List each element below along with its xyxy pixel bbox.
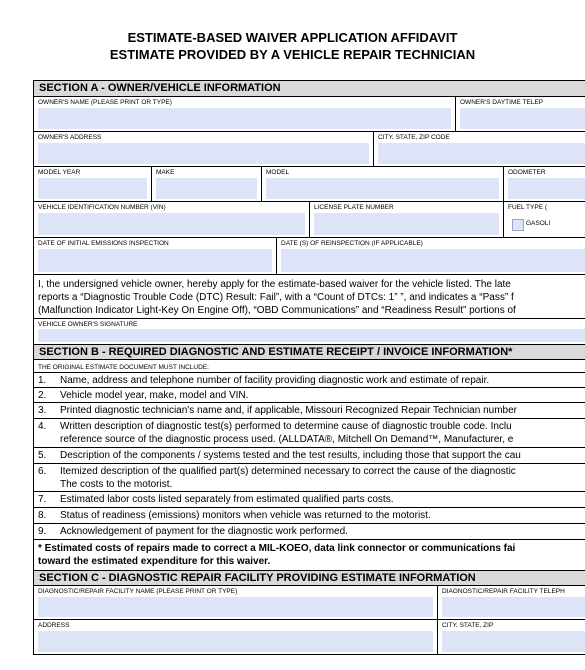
statement-line-2: reports a “Diagnostic Trouble Code (DTC) Result: Fail”, with a “Count of DTCs: 1” ”, and indicates a “Pass” f — [38, 292, 514, 303]
requirement-item: 8. Status of readiness (emissions) monitors when vehicle was returned to the motorist. — [34, 508, 585, 524]
make-cell — [152, 167, 262, 201]
row-signature — [34, 319, 585, 344]
requirement-item: 3. Printed diagnostic technician's name and, if applicable, Missouri Recognized Repair Technician number — [34, 403, 585, 419]
fuel-type-label: FUEL TYPE ( — [508, 204, 548, 211]
row-vin — [34, 202, 585, 238]
initial-inspection-cell — [34, 238, 277, 274]
row-inspection-dates — [34, 238, 585, 275]
row-owner-name — [34, 97, 585, 132]
owner-name-label: OWNER'S NAME (PLEASE PRINT OR TYPE) — [38, 99, 172, 106]
statement-line-1: I, the undersigned vehicle owner, hereby apply for the estimate-based waiver for the vehicle listed. The late — [38, 279, 511, 290]
make-field[interactable] — [156, 178, 257, 199]
model-year-cell — [34, 167, 152, 201]
requirement-item: 9. Acknowledgement of payment for the diagnostic work performed. — [34, 524, 585, 540]
owner-phone-cell — [456, 97, 585, 131]
requirement-item: 4. Written description of diagnostic test(s) performed to determine cause of diagnostic trouble code. Inclu reference source of the diagnostic process used. (ALLDATA®, Mitchell On Demand™, Manufacturer, e — [34, 419, 585, 448]
license-plate-field[interactable] — [314, 213, 499, 235]
odometer-cell — [504, 167, 585, 201]
owner-name-field[interactable] — [38, 108, 451, 129]
reinspection-field[interactable] — [281, 249, 585, 272]
owner-name-cell — [34, 97, 456, 131]
section-a-heading: SECTION A - OWNER/VEHICLE INFORMATION — [34, 81, 585, 97]
odometer-label: ODOMETER — [508, 169, 546, 176]
facility-city-label: CITY, STATE, ZIP — [442, 622, 494, 629]
row-vehicle-model — [34, 167, 585, 202]
gasoline-checkbox[interactable] — [512, 219, 524, 231]
section-b-heading: SECTION B - REQUIRED DIAGNOSTIC AND ESTIMATE RECEIPT / INVOICE INFORMATION* — [34, 344, 585, 360]
initial-inspection-label: DATE OF INITIAL EMISSIONS INSPECTION — [38, 240, 169, 247]
owner-address-cell — [34, 132, 374, 166]
gasoline-label: GASOLI — [526, 220, 551, 227]
row-facility-name — [34, 586, 585, 620]
section-b-footnote — [34, 540, 585, 570]
owner-phone-label: OWNER'S DAYTIME TELEP — [460, 99, 543, 106]
footnote-line-2: toward the estimated expenditure for this waiver. — [38, 556, 271, 567]
owner-phone-field[interactable] — [460, 108, 585, 129]
vin-label: VEHICLE IDENTIFICATION NUMBER (VIN) — [38, 204, 166, 211]
requirement-item: 5. Description of the components / systems tested and the test results, including those that support the cau — [34, 448, 585, 464]
owner-city-label: CITY, STATE, ZIP CODE — [378, 134, 450, 141]
facility-name-label: DIAGNOSTIC/REPAIR FACILITY NAME (PLEASE PRINT OR TYPE) — [38, 588, 238, 595]
form-title-line1: ESTIMATE-BASED WAIVER APPLICATION AFFIDAVIT — [127, 30, 458, 45]
facility-name-cell — [34, 586, 438, 619]
model-year-label: MODEL YEAR — [38, 169, 81, 176]
license-plate-cell — [310, 202, 504, 237]
model-cell — [262, 167, 504, 201]
owner-address-label: OWNER'S ADDRESS — [38, 134, 102, 141]
affidavit-form — [33, 80, 585, 655]
requirement-item: 2. Vehicle model year, make, model and VIN. — [34, 388, 585, 403]
license-plate-label: LICENSE PLATE NUMBER — [314, 204, 394, 211]
facility-phone-field[interactable] — [442, 597, 585, 617]
odometer-field[interactable] — [508, 178, 585, 199]
facility-address-field[interactable] — [38, 631, 433, 652]
facility-address-cell — [34, 620, 438, 654]
model-field[interactable] — [266, 178, 499, 199]
section-c-heading: SECTION C - DIAGNOSTIC REPAIR FACILITY PROVIDING ESTIMATE INFORMATION — [34, 570, 585, 586]
form-title-line2: ESTIMATE PROVIDED BY A VEHICLE REPAIR TECHNICIAN — [109, 47, 476, 62]
vin-cell — [34, 202, 310, 237]
facility-phone-label: DIAGNOSTIC/REPAIR FACILITY TELEPH — [442, 588, 565, 595]
signature-field[interactable] — [38, 329, 585, 342]
owner-statement — [34, 275, 585, 319]
owner-city-cell — [374, 132, 585, 166]
signature-label: VEHICLE OWNER'S SIGNATURE — [38, 321, 138, 328]
requirement-item: 7. Estimated labor costs listed separately from estimated qualified parts costs. — [34, 492, 585, 508]
reinspection-cell — [277, 238, 585, 274]
facility-city-cell — [438, 620, 585, 654]
row-owner-address — [34, 132, 585, 167]
row-facility-address — [34, 620, 585, 654]
facility-city-field[interactable] — [442, 631, 585, 652]
facility-address-label: ADDRESS — [38, 622, 70, 629]
reinspection-label: DATE (S) OF REINSPECTION (IF APPLICABLE) — [281, 240, 423, 247]
facility-phone-cell — [438, 586, 585, 619]
statement-line-3: (Malfunction Indicator Light-Key On Engine Off), “OBD Communications” and “Readiness Result” portions of — [38, 305, 516, 316]
requirement-item: 1. Name, address and telephone number of facility providing diagnostic work and estimate of repair. — [34, 373, 585, 388]
model-label: MODEL — [266, 169, 290, 176]
owner-city-field[interactable] — [378, 143, 585, 164]
facility-name-field[interactable] — [38, 597, 433, 617]
make-label: MAKE — [156, 169, 175, 176]
requirement-item: 6. Itemized description of the qualified part(s) determined necessary to correct the cause of the diagnostic The costs to the motorist. — [34, 464, 585, 492]
footnote-line-1: * Estimated costs of repairs made to correct a MIL-KOEO, data link connector or communications fai — [38, 543, 516, 554]
vin-field[interactable] — [38, 213, 305, 235]
fuel-type-cell — [504, 202, 585, 237]
section-b-intro: THE ORIGINAL ESTIMATE DOCUMENT MUST INCLUDE: — [38, 364, 209, 371]
model-year-field[interactable] — [38, 178, 147, 199]
initial-inspection-field[interactable] — [38, 249, 272, 272]
owner-address-field[interactable] — [38, 143, 369, 164]
